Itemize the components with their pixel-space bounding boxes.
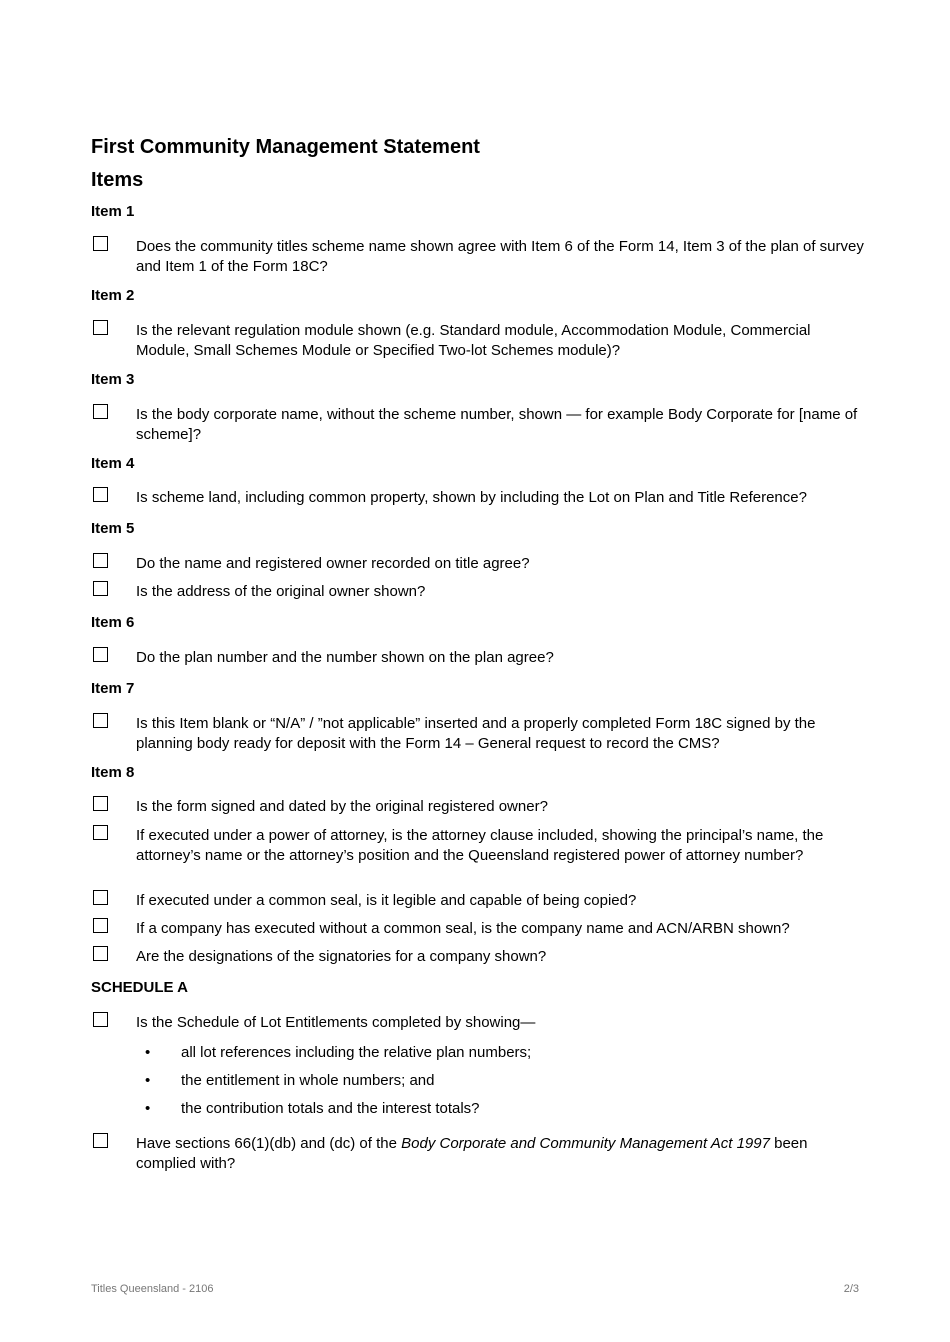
item-8-checkbox-5[interactable] xyxy=(93,946,108,961)
item-4-question: Is scheme land, including common property, shown by including the Lot on Plan and Title Reference? xyxy=(136,489,807,506)
item-1-heading: Item 1 xyxy=(91,203,135,220)
schedule-a-checkbox-1[interactable] xyxy=(93,1012,108,1027)
item-5-question-2: Is the address of the original owner shown? xyxy=(136,583,426,600)
item-4-heading: Item 4 xyxy=(91,455,135,472)
item-2-checkbox[interactable] xyxy=(93,320,108,335)
item-5-heading: Item 5 xyxy=(91,520,135,537)
item-8-checkbox-4[interactable] xyxy=(93,918,108,933)
item-1-checkbox[interactable] xyxy=(93,236,108,251)
schedule-a-question-2 xyxy=(136,1134,866,1174)
item-8-question-2: If executed under a power of attorney, is the attorney clause included, showing the principal’s name, the attorney’s name or the attorney’s position and the Queensland registered power of attorney number? xyxy=(136,827,824,864)
item-1-question: Does the community titles scheme name shown agree with Item 6 of the Form 14, Item 3 of the plan of survey and Item 1 of the Form 18C? xyxy=(136,238,864,275)
item-4-checkbox[interactable] xyxy=(93,487,108,502)
bullet-dot: • xyxy=(145,1100,151,1117)
item-8-heading: Item 8 xyxy=(91,764,135,781)
item-6-heading: Item 6 xyxy=(91,614,135,631)
item-2-question: Is the relevant regulation module shown (e.g. Standard module, Accommodation Module, Commercial Module, Small Schemes Module or Specified Two-lot Schemes module)? xyxy=(136,322,811,359)
item-5-question-1: Do the name and registered owner recorded on title agree? xyxy=(136,555,530,572)
item-3-heading: Item 3 xyxy=(91,371,135,388)
bullet-dot: • xyxy=(145,1072,151,1089)
item-6-question: Do the plan number and the number shown on the plan agree? xyxy=(136,649,554,666)
item-3-question: Is the body corporate name, without the scheme number, shown — for example Body Corporate for [name of scheme]? xyxy=(136,406,858,443)
item-8-question-1: Is the form signed and dated by the original registered owner? xyxy=(136,798,548,815)
schedule-a-bullet-2: the entitlement in whole numbers; and xyxy=(181,1072,435,1089)
item-2-heading: Item 2 xyxy=(91,287,135,304)
schedule-a-bullet-3: the contribution totals and the interest totals? xyxy=(181,1100,480,1117)
act-title: Body Corporate and Community Management Act 1997 xyxy=(401,1135,770,1152)
schedule-a-question-1: Is the Schedule of Lot Entitlements completed by showing— xyxy=(136,1014,536,1031)
footer-page-number: 2/3 xyxy=(843,1283,859,1295)
bullet-dot: • xyxy=(145,1044,151,1061)
item-8-question-5: Are the designations of the signatories for a company shown? xyxy=(136,948,547,965)
item-6-checkbox[interactable] xyxy=(93,647,108,662)
item-8-checkbox-3[interactable] xyxy=(93,890,108,905)
item-7-heading: Item 7 xyxy=(91,680,135,697)
item-8-checkbox-1[interactable] xyxy=(93,796,108,811)
footer-form-id: Titles Queensland - 2106 xyxy=(91,1283,214,1295)
schedule-a-bullet-1: all lot references including the relative plan numbers; xyxy=(181,1044,532,1061)
item-7-checkbox[interactable] xyxy=(93,713,108,728)
item-8-question-4: If a company has executed without a common seal, is the company name and ACN/ARBN shown? xyxy=(136,920,790,937)
item-5-checkbox-2[interactable] xyxy=(93,581,108,596)
item-7-question: Is this Item blank or “N/A” / ”not applicable” inserted and a properly completed Form 18C signed by the planning body ready for deposit with the Form 14 – General request to record the CMS? xyxy=(136,715,816,752)
item-8-question-3: If executed under a common seal, is it legible and capable of being copied? xyxy=(136,892,637,909)
item-3-checkbox[interactable] xyxy=(93,404,108,419)
schedule-a-heading: SCHEDULE A xyxy=(91,979,188,996)
question-text-suffix: been complied with? xyxy=(136,1135,808,1172)
item-8-checkbox-2[interactable] xyxy=(93,825,108,840)
question-text-prefix: Have sections 66(1)(db) and (dc) of the xyxy=(136,1135,402,1152)
item-5-checkbox-1[interactable] xyxy=(93,553,108,568)
schedule-a-checkbox-2[interactable] xyxy=(93,1133,108,1148)
page-title: First Community Management Statement xyxy=(91,136,480,158)
section-title-items: Items xyxy=(91,169,144,191)
